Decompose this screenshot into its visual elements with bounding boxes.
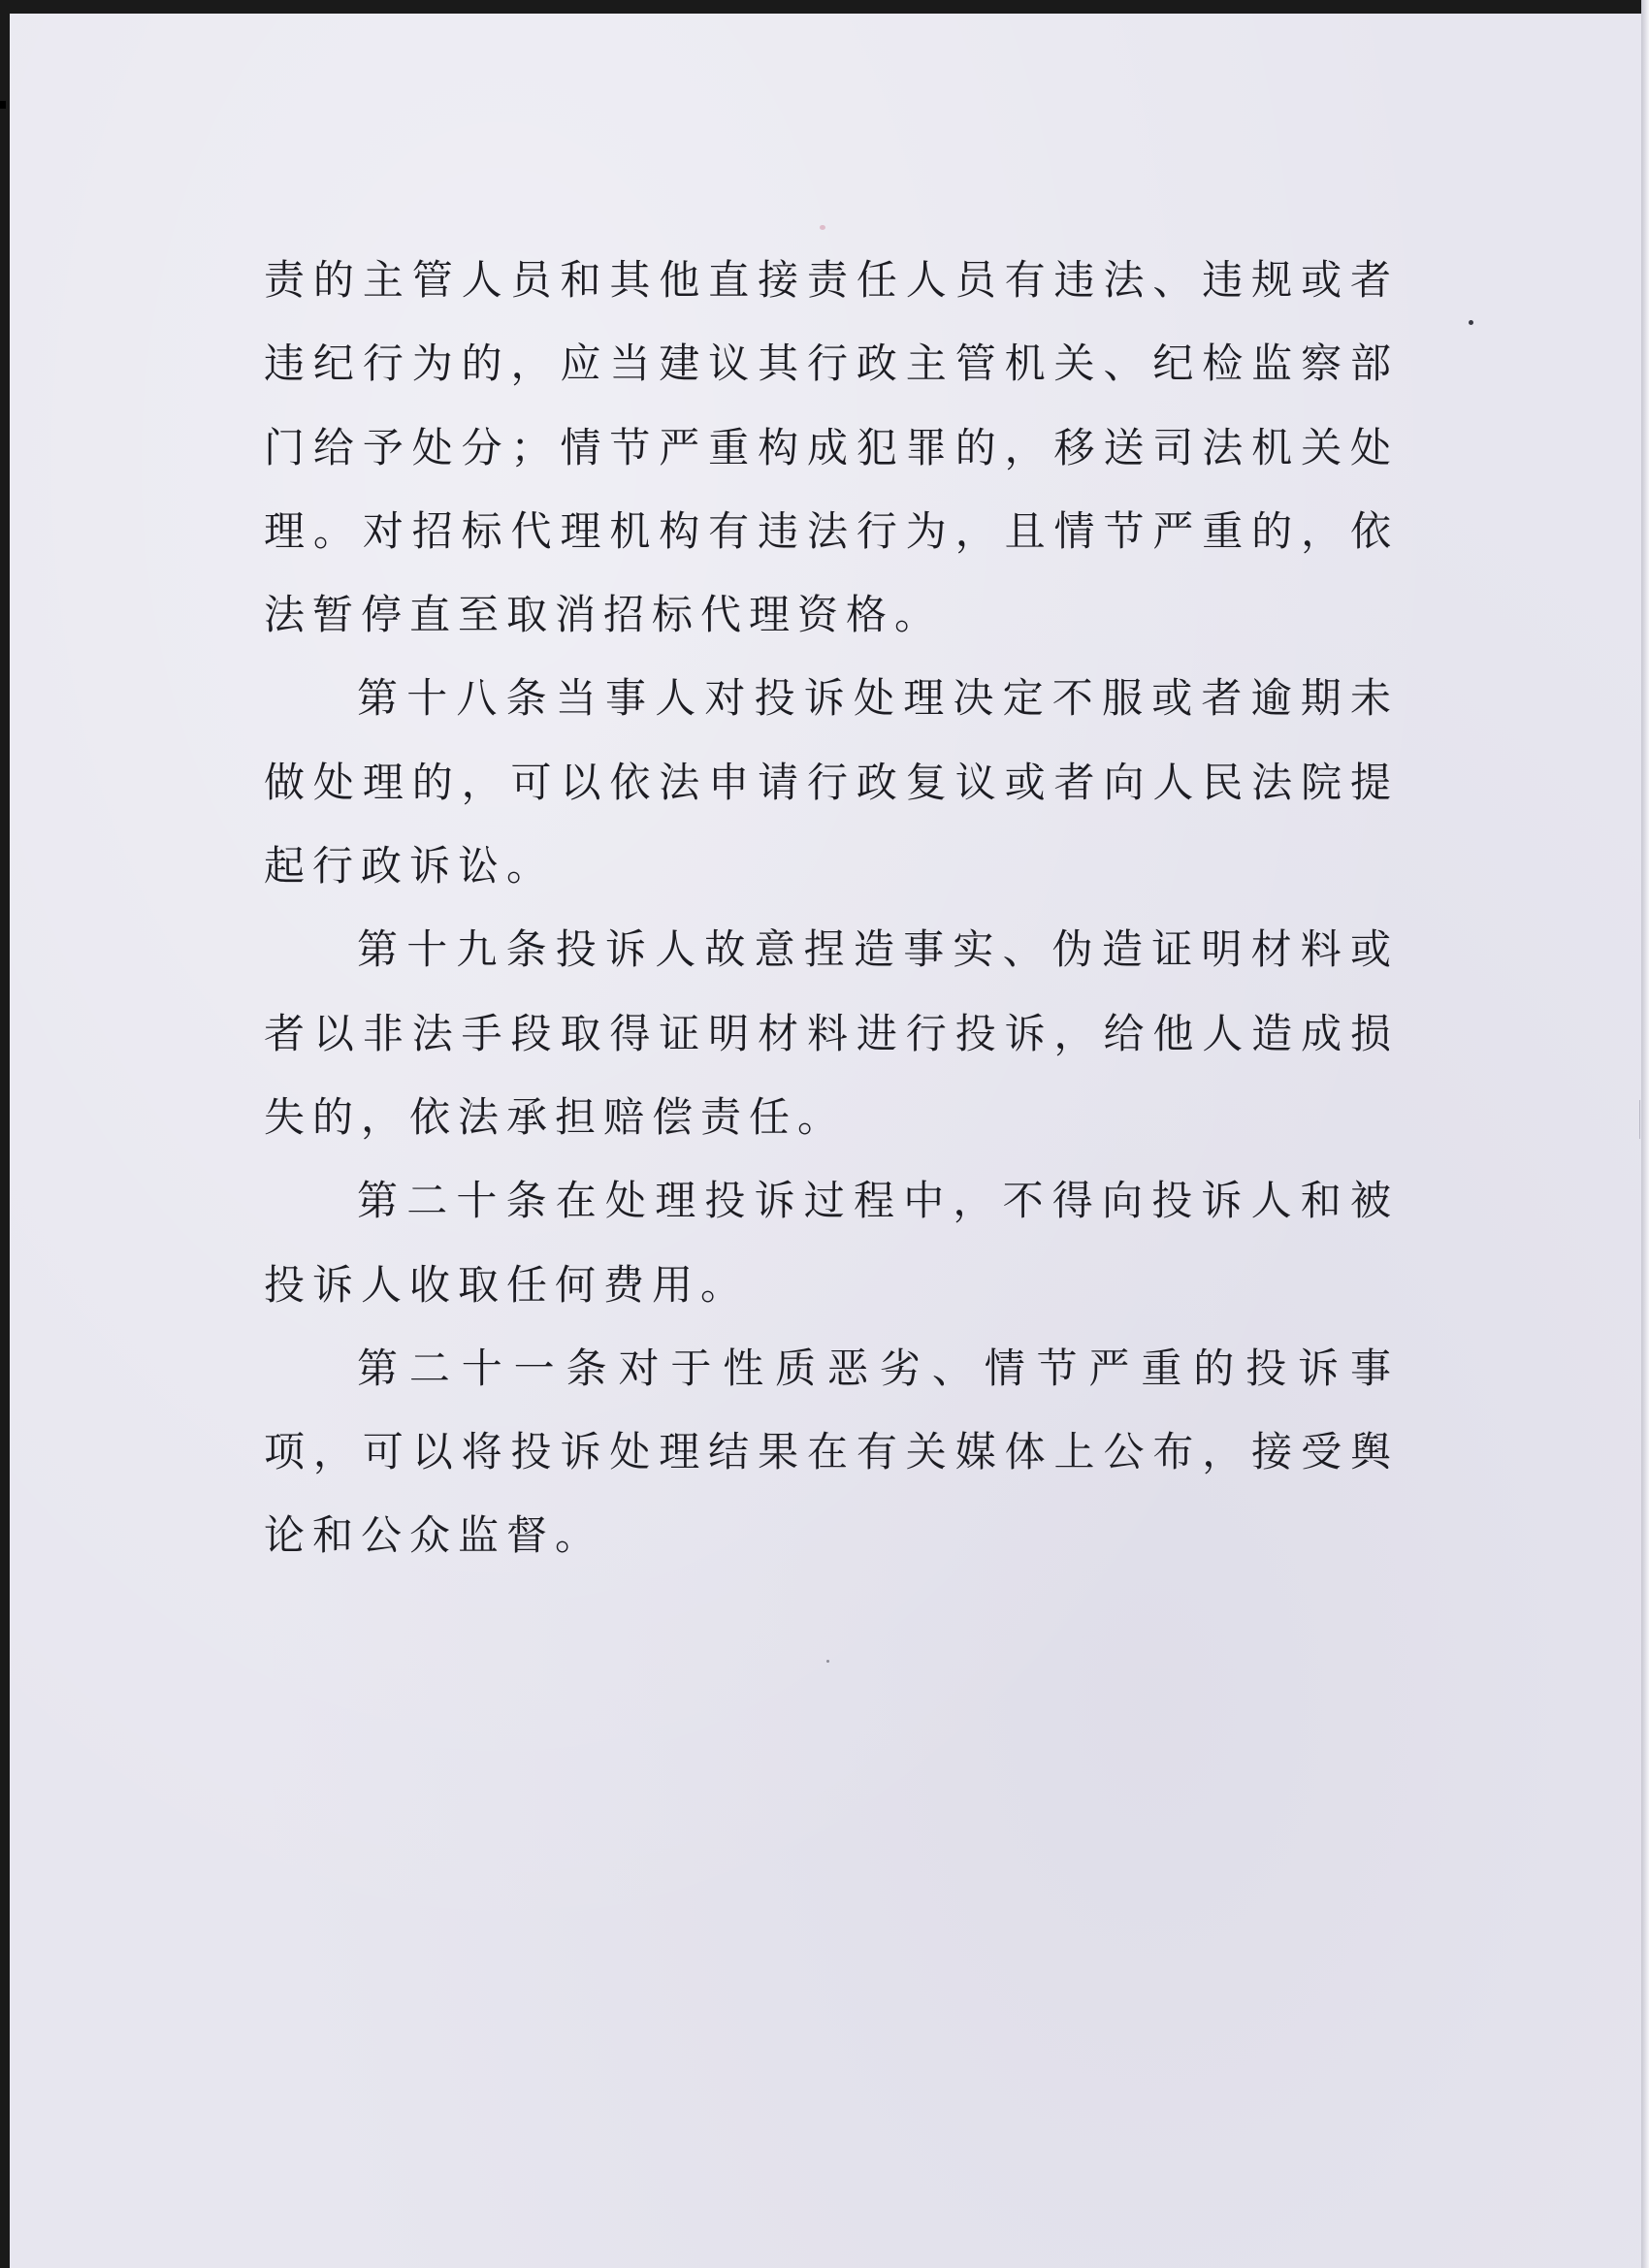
paragraph-article-19: 第十九条投诉人故意捏造事实、伪造证明材料或者以非法手段取得证明材料进行投诉，给他人造成损失的，依法承担赔偿责任。: [264, 925, 1399, 1141]
paragraph-continuation: 责的主管人员和其他直接责任人员有违法、违规或者违纪行为的，应当建议其行政主管机关、纪检监察部门给予处分；情节严重构成犯罪的，移送司法机关处理。对招标代理机构有违法行为，且情节严重的，依法暂停直至取消招标代理资格。: [264, 256, 1399, 639]
scan-speck: [820, 225, 825, 230]
scan-speck: [826, 1660, 829, 1663]
document-body: [264, 239, 1399, 1578]
scan-right-edge: [1641, 0, 1649, 2268]
scan-speck: [1469, 320, 1473, 325]
scan-margin-mark: [0, 101, 6, 109]
paragraph-article-20: 第二十条在处理投诉过程中，不得向投诉人和被投诉人收取任何费用。: [264, 1177, 1399, 1309]
paragraph-article-18: 第十八条当事人对投诉处理决定不服或者逾期未做处理的，可以依法申请行政复议或者向人民法院提起行政诉讼。: [264, 674, 1399, 891]
scan-edge-line: [1639, 1100, 1640, 1139]
paragraph-article-21: 第二十一条对于性质恶劣、情节严重的投诉事项，可以将投诉处理结果在有关媒体上公布，接受舆论和公众监督。: [264, 1344, 1399, 1560]
scanned-page: [10, 14, 1645, 2268]
